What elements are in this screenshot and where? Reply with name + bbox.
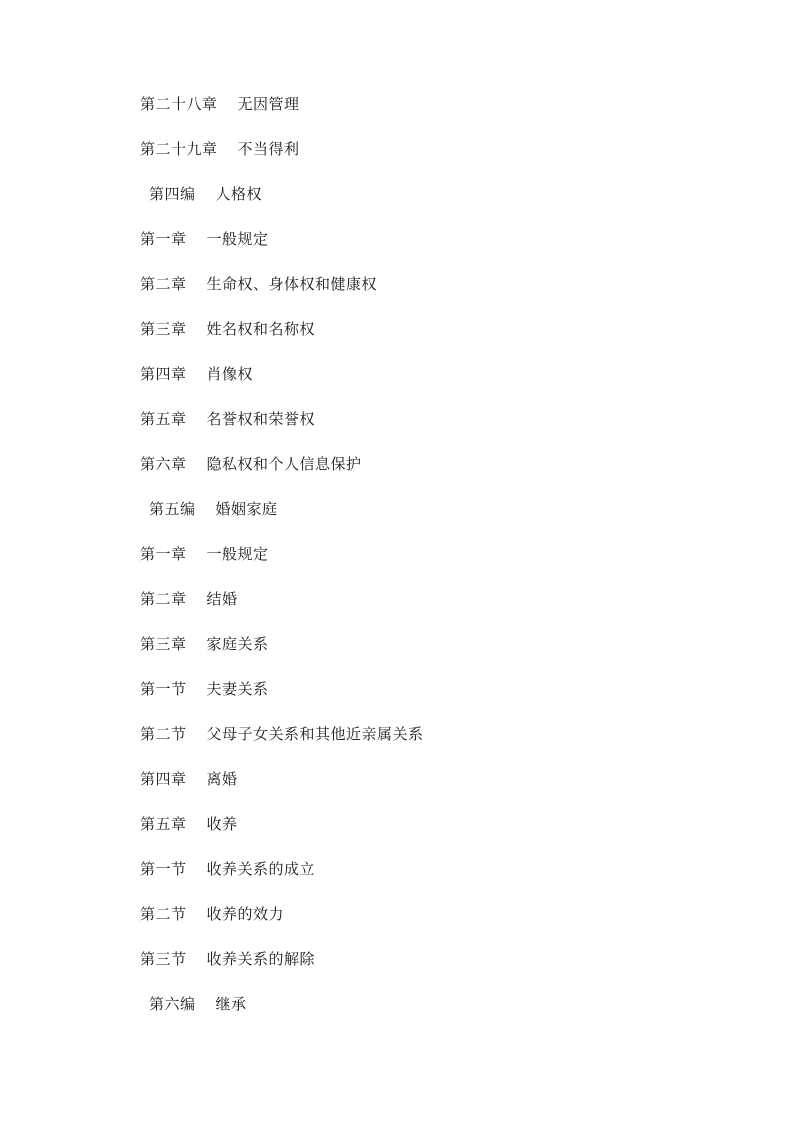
toc-entry-title: 人格权 (215, 187, 263, 203)
toc-entry-label: 第三章 (140, 637, 187, 653)
toc-entry-title: 离婚 (206, 772, 238, 788)
toc-entry-label: 第六编 (149, 997, 196, 1013)
toc-entry-label: 第一章 (140, 547, 187, 563)
toc-entry-title: 婚姻家庭 (215, 502, 278, 518)
toc-entry[interactable] (140, 636, 700, 681)
toc-entry-label: 第四章 (140, 367, 187, 383)
toc-entry-label: 第五章 (140, 817, 187, 833)
table-of-contents (140, 96, 700, 1041)
toc-entry[interactable] (140, 456, 700, 501)
toc-entry[interactable] (140, 141, 700, 186)
toc-entry-title: 家庭关系 (206, 637, 269, 653)
toc-entry-label: 第四章 (140, 772, 187, 788)
toc-entry-label: 第三章 (140, 322, 187, 338)
toc-entry-label: 第四编 (149, 187, 196, 203)
toc-entry[interactable] (140, 906, 700, 951)
toc-entry-label: 第二章 (140, 277, 187, 293)
toc-entry-label: 第一章 (140, 232, 187, 248)
toc-entry-title: 收养关系的成立 (206, 862, 316, 878)
toc-entry-title: 不当得利 (237, 142, 300, 158)
toc-entry[interactable] (140, 861, 700, 906)
toc-entry-title: 夫妻关系 (206, 682, 269, 698)
toc-entry[interactable] (140, 321, 700, 366)
toc-entry-label: 第二节 (140, 727, 187, 743)
toc-entry-label: 第二十九章 (140, 142, 218, 158)
toc-entry-title: 收养的效力 (206, 907, 285, 923)
toc-entry[interactable] (140, 591, 700, 636)
toc-entry-label: 第一节 (140, 682, 187, 698)
toc-entry[interactable] (140, 996, 700, 1041)
toc-entry-title: 无因管理 (237, 97, 300, 113)
toc-entry-title: 一般规定 (206, 547, 269, 563)
toc-entry[interactable] (140, 501, 700, 546)
toc-entry-title: 生命权、身体权和健康权 (206, 277, 378, 293)
toc-entry[interactable] (140, 816, 700, 861)
toc-entry-label: 第一节 (140, 862, 187, 878)
toc-entry-label: 第二十八章 (140, 97, 218, 113)
toc-entry-title: 父母子女关系和其他近亲属关系 (206, 727, 424, 743)
toc-entry[interactable] (140, 771, 700, 816)
toc-entry-title: 收养关系的解除 (206, 952, 316, 968)
toc-entry-title: 结婚 (206, 592, 238, 608)
toc-entry[interactable] (140, 96, 700, 141)
toc-entry[interactable] (140, 186, 700, 231)
toc-entry-label: 第二节 (140, 907, 187, 923)
toc-entry-title: 继承 (215, 997, 247, 1013)
toc-entry[interactable] (140, 546, 700, 591)
toc-entry[interactable] (140, 726, 700, 771)
toc-entry-title: 一般规定 (206, 232, 269, 248)
toc-entry-title: 名誉权和荣誉权 (206, 412, 316, 428)
toc-entry-title: 肖像权 (206, 367, 254, 383)
toc-entry[interactable] (140, 681, 700, 726)
toc-entry[interactable] (140, 411, 700, 456)
toc-entry[interactable] (140, 276, 700, 321)
toc-entry-label: 第五章 (140, 412, 187, 428)
toc-entry[interactable] (140, 231, 700, 276)
toc-entry[interactable] (140, 951, 700, 996)
toc-entry-label: 第六章 (140, 457, 187, 473)
toc-entry[interactable] (140, 366, 700, 411)
toc-entry-label: 第三节 (140, 952, 187, 968)
toc-entry-title: 隐私权和个人信息保护 (206, 457, 362, 473)
toc-entry-title: 收养 (206, 817, 238, 833)
toc-entry-title: 姓名权和名称权 (206, 322, 316, 338)
toc-entry-label: 第五编 (149, 502, 196, 518)
toc-entry-label: 第二章 (140, 592, 187, 608)
